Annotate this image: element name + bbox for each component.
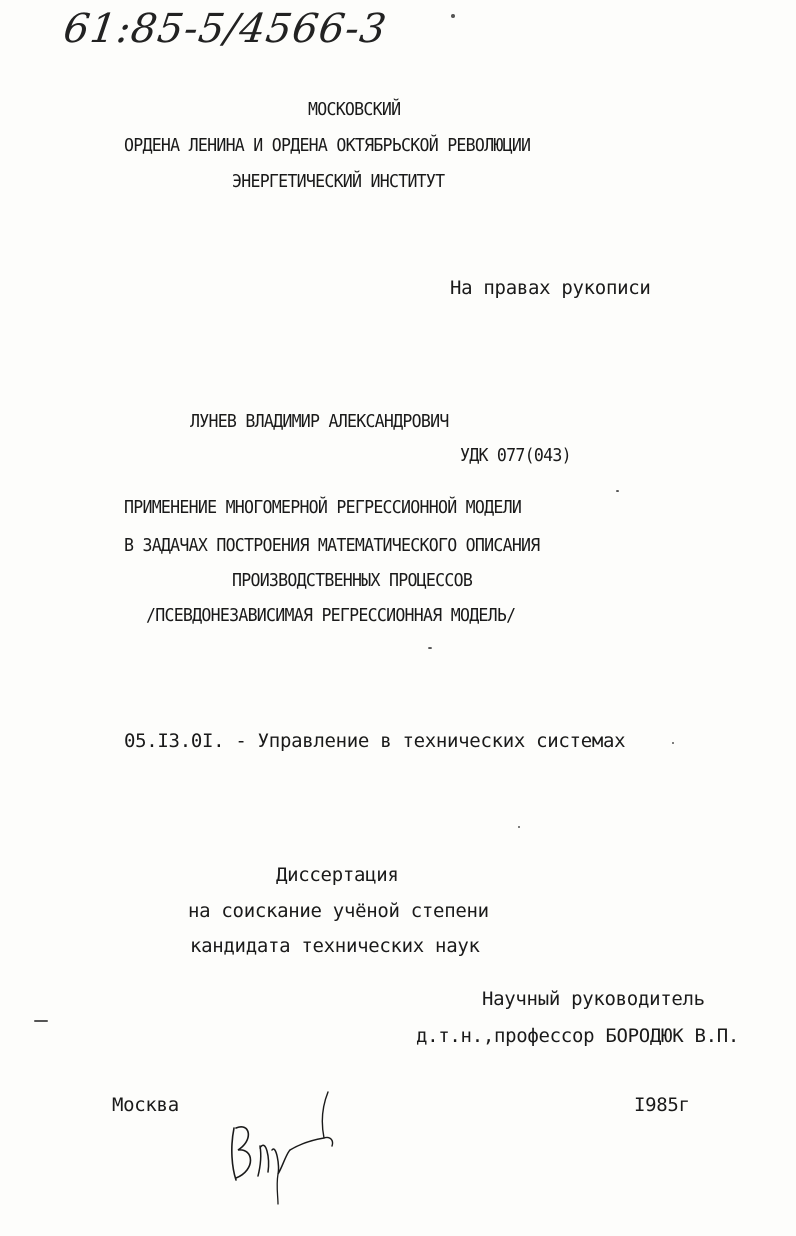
degree-line-3: кандидата технических наук bbox=[190, 935, 480, 957]
supervisor-name: д.т.н.,профессор БОРОДЮК В.П. bbox=[416, 1025, 740, 1047]
title-line-2: В ЗАДАЧАХ ПОСТРОЕНИЯ МАТЕМАТИЧЕСКОГО ОПИСАНИЯ bbox=[124, 535, 540, 556]
scan-speck bbox=[428, 647, 432, 649]
title-line-3: ПРОИЗВОДСТВЕННЫХ ПРОЦЕССОВ bbox=[232, 570, 473, 591]
institution-line-3: ЭНЕРГЕТИЧЕСКИЙ ИНСТИТУТ bbox=[232, 171, 445, 192]
specialty-code: 05.I3.0I. - Управление в технических системах bbox=[124, 730, 626, 752]
scan-speck bbox=[616, 490, 619, 492]
degree-line-2: на соискание учёной степени bbox=[188, 900, 489, 922]
author-name: ЛУНЕВ ВЛАДИМИР АЛЕКСАНДРОВИЧ bbox=[190, 411, 449, 432]
institution-line-2: ОРДЕНА ЛЕНИНА И ОРДЕНА ОКТЯБРЬСКОЙ РЕВОЛЮЦИИ bbox=[124, 135, 531, 156]
title-line-4: /ПСЕВДОНЕЗАВИСИМАЯ РЕГРЕССИОННАЯ МОДЕЛЬ/ bbox=[146, 605, 516, 626]
manuscript-note: На правах рукописи bbox=[450, 277, 651, 299]
scan-speck bbox=[672, 742, 674, 744]
degree-line-1: Диссертация bbox=[276, 864, 399, 886]
city: Москва bbox=[112, 1094, 179, 1116]
scan-speck bbox=[518, 826, 520, 828]
handwritten-signature bbox=[220, 1088, 350, 1206]
institution-line-1: МОСКОВСКИЙ bbox=[308, 99, 401, 120]
supervisor-label: Научный руководитель bbox=[482, 988, 705, 1010]
year: I985г bbox=[634, 1094, 690, 1116]
scan-speck bbox=[451, 14, 455, 18]
title-line-1: ПРИМЕНЕНИЕ МНОГОМЕРНОЙ РЕГРЕССИОННОЙ МОДЕЛИ bbox=[124, 497, 522, 518]
archive-number: 61:85-5/4566-3 bbox=[60, 6, 390, 52]
scan-speck bbox=[34, 1020, 48, 1022]
udc-code: УДК 077(043) bbox=[460, 445, 571, 466]
